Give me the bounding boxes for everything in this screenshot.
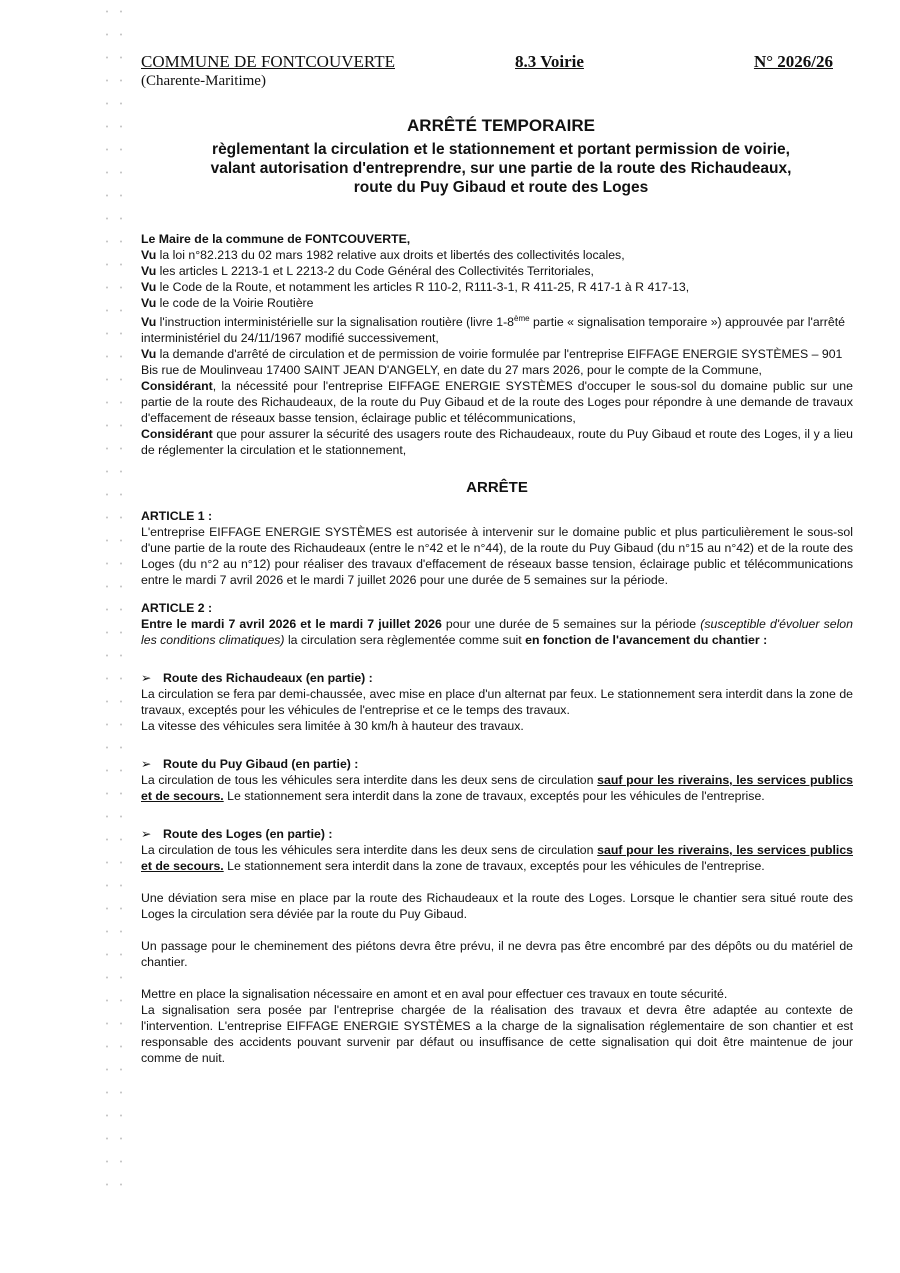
road-2-exception: sauf pour les riverains, les services publics et de secours. [141,773,853,804]
vu-1 [141,247,853,263]
article-2-dates: Entre le mardi 7 avril 2026 et le mardi 7 juillet 2026 [141,617,442,632]
road-2-title [141,756,853,772]
considerant-1 [141,378,853,426]
vu-3 [141,279,853,295]
article-2-progress: en fonction de l'avancement du chantier : [525,633,768,648]
considerant-2 [141,426,853,458]
road-3-exception: sauf pour les riverains, les services publics et de secours. [141,843,853,874]
arrow-bullet-icon: ➢ [141,671,152,686]
vu-5-sup: ème [514,314,530,323]
margin-dots [100,0,130,1200]
title-block [141,116,861,197]
vu-keyword: Vu [141,264,157,278]
vu-6 [141,346,853,378]
decree-subtitle-2: valant autorisation d'entreprendre, sur une partie de la route des Richaudeaux, [210,160,792,177]
considerant-keyword: Considérant [141,379,213,394]
article-2-weather-note: (susceptible d'évoluer selon les conditions climatiques) [141,617,853,648]
article-1-text: L'entreprise EIFFAGE ENERGIE SYSTÈMES est autorisée à intervenir sur le domaine public et plus particulièrement le sous-sol d'une partie de la route des Richaudeaux (entre le n°42 et le n°44), de la route du Puy Gibaud (du n°15 au n°42) et de la route des Loges (du n°2 au n°12) pour réaliser des travaux d'effacement de réseaux basse tension, éclairage public et télécommunications entre le mardi 7 avril 2026 et le mardi 7 juillet 2026 pour une durée de 5 semaines sur la période. [141,525,853,588]
considerant-keyword: Considérant [141,427,213,442]
considerant-2-text: que pour assurer la sécurité des usagers route des Richaudeaux, route du Puy Gibaud et route des Loges, il y a lieu de réglementer la circulation et le stationnement, [141,427,853,458]
signalisation-text-1: Mettre en place la signalisation nécessaire en amont et en aval pour effectuer ces travaux en toute sécurité. [141,987,728,1002]
article-2-intro [141,616,853,648]
article-2-duration: pour une durée de 5 semaines sur la période [441,617,701,632]
vu-keyword: Vu [141,315,157,330]
decree-subtitle-3: route du Puy Gibaud et route des Loges [353,179,649,196]
article-1-title: ARTICLE 1 : [141,509,213,524]
mayor-line: Le Maire de la commune de FONTCOUVERTE, [141,232,411,246]
road-3-text-1: La circulation de tous les véhicules sera interdite dans les deux sens de circulation [141,843,598,858]
vu-keyword: Vu [141,248,157,262]
vu-keyword: Vu [141,296,157,310]
article-2-regulation: la circulation sera règlementée comme suit [284,633,526,648]
road-1-text-2: La vitesse des véhicules sera limitée à 30 km/h à hauteur des travaux. [141,719,524,734]
vu-4-text: le code de la Voirie Routière [156,296,314,310]
arrete-heading: ARRÊTE [466,479,528,497]
decree-number: N° 2026/26 [753,52,833,71]
road-2-title-text: Route du Puy Gibaud (en partie) : [163,757,359,772]
vu-5-text-a: l'instruction interministérielle sur la signalisation routière (livre 1-8 [156,315,514,330]
pedestrian-text: Un passage pour le cheminement des piétons devra être prévu, il ne devra pas être encombré par des dépôts ou du matériel de chantier. [141,939,853,970]
road-1-title [141,670,853,686]
commune-name: COMMUNE DE FONTCOUVERTE [141,52,395,71]
department: (Charente-Maritime) [141,73,266,89]
document-header [141,52,833,92]
decree-title: ARRÊTÉ TEMPORAIRE [407,116,595,135]
road-2-text [141,772,853,804]
decree-subtitle-1: règlementant la circulation et le stationnement et portant permission de voirie, [212,141,790,158]
deviation-text: Une déviation sera mise en place par la route des Richaudeaux et la route des Loges. Lorsque le chantier sera situé route des Loges la circulation sera déviée par la route du Puy Gibaud. [141,891,853,922]
article-2-title: ARTICLE 2 : [141,601,213,616]
vu-5-text-b: partie « signalisation temporaire ») approuvée par l'arrêté interministériel du 24/11/1967 modifié successivement, [141,315,845,346]
vu-keyword: Vu [141,280,157,294]
arrow-bullet-icon: ➢ [141,827,152,842]
vu-2-text: les articles L 2213-1 et L 2213-2 du Code Général des Collectivités Territoriales, [156,264,594,278]
road-3-text-2: Le stationnement sera interdit dans la zone de travaux, exceptés pour les véhicules de l'entreprise. [223,859,765,874]
road-3-title-text: Route des Loges (en partie) : [163,827,333,842]
road-1-text-1: La circulation se fera par demi-chaussée, avec mise en place d'un alternat par feux. Le stationnement sera interdit dans la zone de travaux, exceptés pour les véhicules de l'entreprise et ce le temps des travaux. [141,687,853,718]
arrow-bullet-icon: ➢ [141,757,152,772]
decree-body [141,231,853,1066]
vu-4 [141,295,853,311]
section-label: 8.3 Voirie [515,52,584,71]
vu-5 [141,311,853,346]
vu-6-text: la demande d'arrêté de circulation et de permission de voirie formulée par l'entreprise EIFFAGE ENERGIE SYSTÈMES – 901 Bis rue de Moulinveau 17400 SAINT JEAN D'ANGELY, en date du 27 mars 2026, pour le compte de la Commune, [141,347,843,378]
considerant-1-text: , la nécessité pour l'entreprise EIFFAGE ENERGIE SYSTÈMES d'occuper le sous-sol du domaine public sur une partie de la route des Richaudeaux, de la route du Puy Gibaud et de la route des Loges pour répondre à une demande de travaux d'effacement de réseaux basse tension, éclairage public et télécommunications, [141,379,853,426]
road-2-text-1: La circulation de tous les véhicules sera interdite dans les deux sens de circulation [141,773,598,788]
road-2-text-2: Le stationnement sera interdit dans la zone de travaux, exceptés pour les véhicules de l'entreprise. [223,789,765,804]
vu-2 [141,263,853,279]
road-3-title [141,826,853,842]
road-3-text [141,842,853,874]
signalisation-text-2: La signalisation sera posée par l'entreprise chargée de la réalisation des travaux et devra être adaptée au contexte de l'intervention. L'entreprise EIFFAGE ENERGIE SYSTÈMES a la charge de la signalisation réglementaire de son chantier et est responsable des accidents pouvant survenir par défaut ou insuffisance de cette signalisation qui doit être maintenue de jour comme de nuit. [141,1003,853,1066]
vu-keyword: Vu [141,347,157,362]
road-1-title-text: Route des Richaudeaux (en partie) : [163,671,373,686]
vu-1-text: la loi n°82.213 du 02 mars 1982 relative aux droits et libertés des collectivités locales, [156,248,625,262]
vu-3-text: le Code de la Route, et notamment les articles R 110-2, R111-3-1, R 411-25, R 417-1 à R 417-13, [156,280,690,294]
